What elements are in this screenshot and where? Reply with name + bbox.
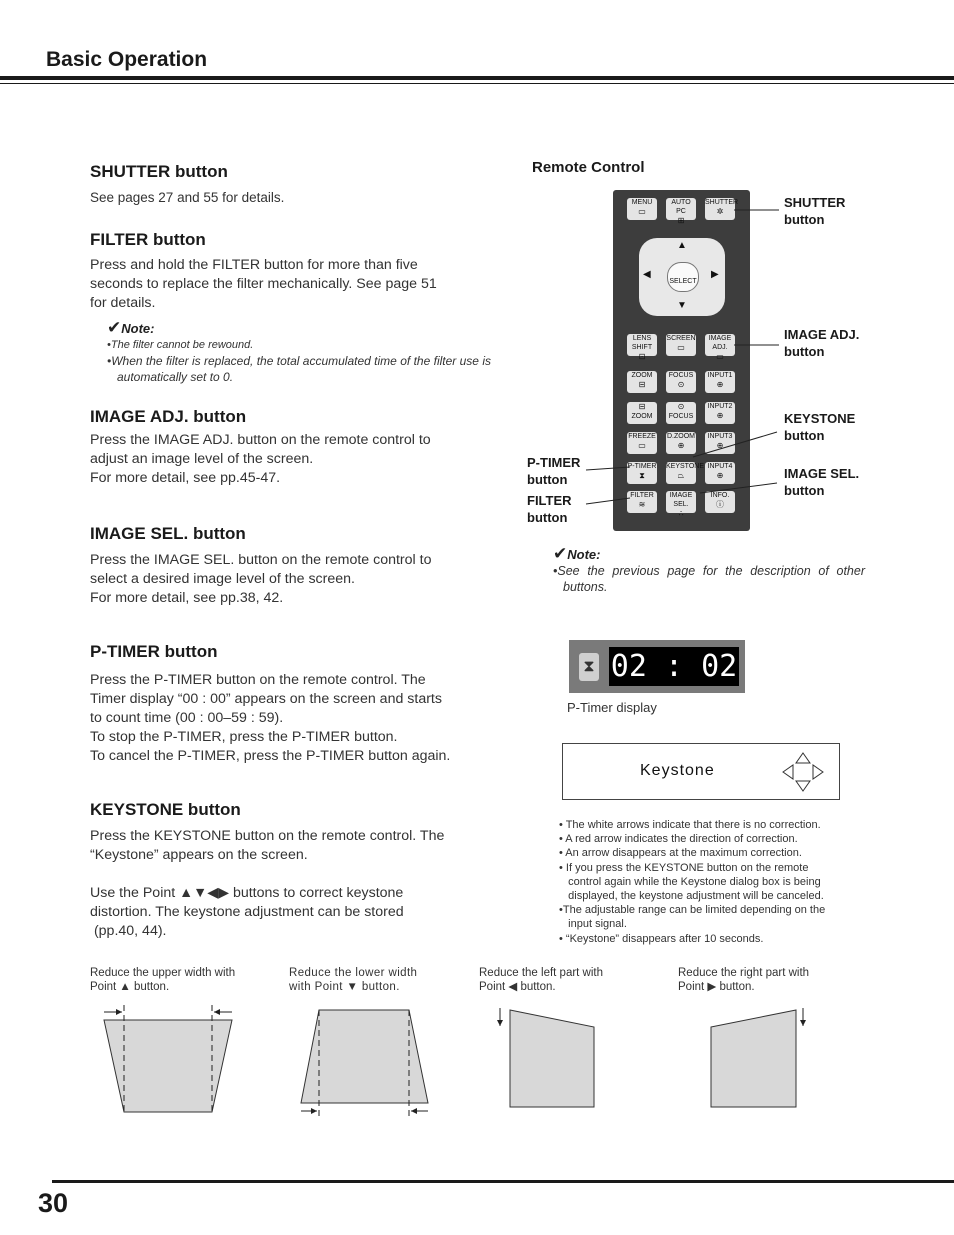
ptimer-value: 02 : 02 [610,649,738,684]
remote-button-label: D.ZOOM [667,433,695,440]
remote-select-button[interactable]: SELECT [667,262,699,292]
remote-button-label: FREEZE [628,433,656,440]
body-line: See pages 27 and 55 for details. [90,190,285,205]
body-line: for details. [90,295,156,311]
bullet-line: • An arrow disappears at the maximum correction. [559,847,802,860]
input-icon: ⊕ [716,441,724,450]
callout-line: FILTER [527,493,572,508]
footer-rule [52,1180,954,1183]
body-line: seconds to replace the filter mechanically. See page 51 [90,276,437,292]
keystone-diagram-upper [104,1005,232,1115]
callout-line: button [784,344,825,359]
input-icon: ⊕ [716,411,724,420]
note-line: •See the previous page for the description of other buttons. [553,564,865,594]
checkmark-icon: ✔ [107,318,122,337]
body-line: adjust an image level of the screen. [90,451,314,467]
bullet-line: • If you press the KEYSTONE button on the remote [559,861,809,874]
remote-button-label: IMAGE ADJ. [708,335,732,351]
bullet-line: • The white arrows indicate that there is no correction. [559,819,821,831]
caption-line: Point ▶ button. [678,981,755,993]
remote-button-label: FOCUS [668,372,694,379]
callout-line: IMAGE SEL. [784,466,860,481]
remote-button-label: IMAGE SEL. [669,492,693,508]
autopc-icon: ⊞ [677,216,685,225]
remote-button-label: P-TIMER [627,463,657,470]
body-line: Press the IMAGE SEL. button on the remote control to [90,552,432,568]
note-line: •When the filter is replaced, the total accumulated time of the filter use is automatically set to 0. [107,354,491,384]
arrow-left-icon[interactable]: ◀ [643,269,651,280]
bullet-line: • A red arrow indicates the direction of correction. [559,833,798,846]
note-line: •The filter cannot be rewound. [107,339,254,351]
remote-button-label: FOCUS [668,413,694,420]
caption-line: with Point ▼ button. [289,981,400,993]
filter-icon: ≋ [638,500,646,509]
remote-button-label: INPUT3 [707,433,733,440]
callout-line: button [527,510,568,525]
body-line: For more detail, see pp.38, 42. [90,590,284,606]
input-icon: ⊕ [716,471,724,480]
body-line: Press the IMAGE ADJ. button on the remote control to [90,432,431,448]
page-header-title: Basic Operation [46,48,208,71]
caption-line: Point ▲ button. [90,981,170,993]
shutter-section-title: SHUTTER button [90,162,228,181]
body-line: Press the KEYSTONE button on the remote control. The [90,828,445,844]
bullet-line: control again while the Keystone dialog box is being [559,875,821,888]
keystone-dialog-label: Keystone [640,762,715,779]
remote-button-label: ZOOM [631,372,653,379]
body-line: “Keystone” appears on the screen. [90,847,308,863]
image-adj-section-title: IMAGE ADJ. button [90,407,247,426]
freeze-icon: ▭ [638,441,646,450]
bullet-line: •The adjustable range can be limited depending on the [559,904,826,917]
callout-line: P-TIMER [527,455,581,470]
arrow-right-icon[interactable]: ▶ [711,269,719,280]
body-line: Use the Point ▲▼◀▶ buttons to correct keystone [90,885,404,901]
caption-line: Point ◀ button. [479,981,556,993]
focus-out-icon: ⊙ [677,402,685,411]
keystone-icon: ⏢ [677,471,685,480]
remote-button-label: INPUT2 [707,403,733,410]
callout-line: button [784,428,825,443]
imagesel-icon: ∴ [678,509,684,518]
remote-button-label: SCREEN [666,335,696,342]
remote-control-title: Remote Control [532,159,645,176]
info-icon: ⓘ [716,500,724,509]
arrow-up-icon[interactable]: ▲ [677,240,687,251]
checkmark-icon: ✔ [553,544,568,563]
body-line: Press the P-TIMER button on the remote control. The [90,672,426,688]
body-line: To stop the P-TIMER, press the P-TIMER button. [90,729,398,745]
bullet-line: • “Keystone” disappears after 10 seconds. [559,932,764,945]
note-label: Note: [121,321,155,336]
imageadj-icon: ▭ [716,352,724,361]
dzoom-icon: ⊕ [677,441,685,450]
ptimer-caption: P-Timer display [567,700,657,715]
focus-icon: ⊙ [677,380,685,389]
body-line: For more detail, see pp.45-47. [90,470,281,486]
callout-line: button [527,472,568,487]
remote-button-label: FILTER [630,492,654,499]
callout-line: IMAGE ADJ. [784,327,860,342]
menu-icon: ▭ [638,207,646,216]
body-line: (pp.40, 44). [90,923,167,939]
page-number: 30 [38,1188,69,1218]
remote-button-label: LENS SHIFT [631,335,653,351]
callout-line: SHUTTER [784,195,846,210]
arrow-down-icon[interactable]: ▼ [677,300,687,311]
hourglass-icon: ⧗ [639,471,645,480]
ptimer-section-title: P-TIMER button [90,642,218,661]
lensshift-icon: ⊡ [638,352,646,361]
remote-button-label: INFO. [710,492,730,499]
callout-line: button [784,212,825,227]
remote-button-label: MENU [631,199,653,206]
zoom-icon: ⊟ [638,380,646,389]
shutter-icon: ✲ [716,207,724,216]
keystone-diagram-right [711,1008,806,1107]
callout-line: button [784,483,825,498]
callout-line: KEYSTONE [784,411,856,426]
keystone-diagram-left [497,1008,594,1107]
keystone-section-title: KEYSTONE button [90,800,241,819]
keystone-diagram-lower [301,1010,428,1116]
caption-line: Reduce the upper width with [90,967,236,979]
image-sel-section-title: IMAGE SEL. button [90,524,246,543]
remote-button-label: INPUT4 [707,463,733,470]
note-label: Note: [567,547,601,562]
caption-line: Reduce the right part with [678,967,810,979]
input-icon: ⊕ [716,380,724,389]
body-line: To cancel the P-TIMER, press the P-TIMER button again. [90,748,451,764]
remote-button-label: KEYSTONE [666,463,704,470]
bullet-line: input signal. [559,918,627,931]
remote-button-label: ZOOM [631,413,653,420]
bullet-line: displayed, the keystone adjustment will be canceled. [559,890,824,903]
caption-line: Reduce the lower width [289,967,418,979]
hourglass-icon: ⧗ [579,653,599,681]
screen-icon: ▭ [677,343,685,352]
body-line: Timer display “00 : 00” appears on the screen and starts [90,691,442,707]
remote-button-label: SHUTTER [705,199,739,206]
body-line: select a desired image level of the screen. [90,571,355,587]
body-line: Press and hold the FILTER button for more than five [90,257,418,273]
zoom-out-icon: ⊟ [638,402,646,411]
caption-line: Reduce the left part with [479,967,604,979]
remote-button-label: INPUT1 [707,372,733,379]
remote-button-label: AUTO PC [671,199,691,215]
body-line: to count time (00 : 00–59 : 59). [90,710,284,726]
filter-section-title: FILTER button [90,230,206,249]
body-line: distortion. The keystone adjustment can be stored [90,904,404,920]
